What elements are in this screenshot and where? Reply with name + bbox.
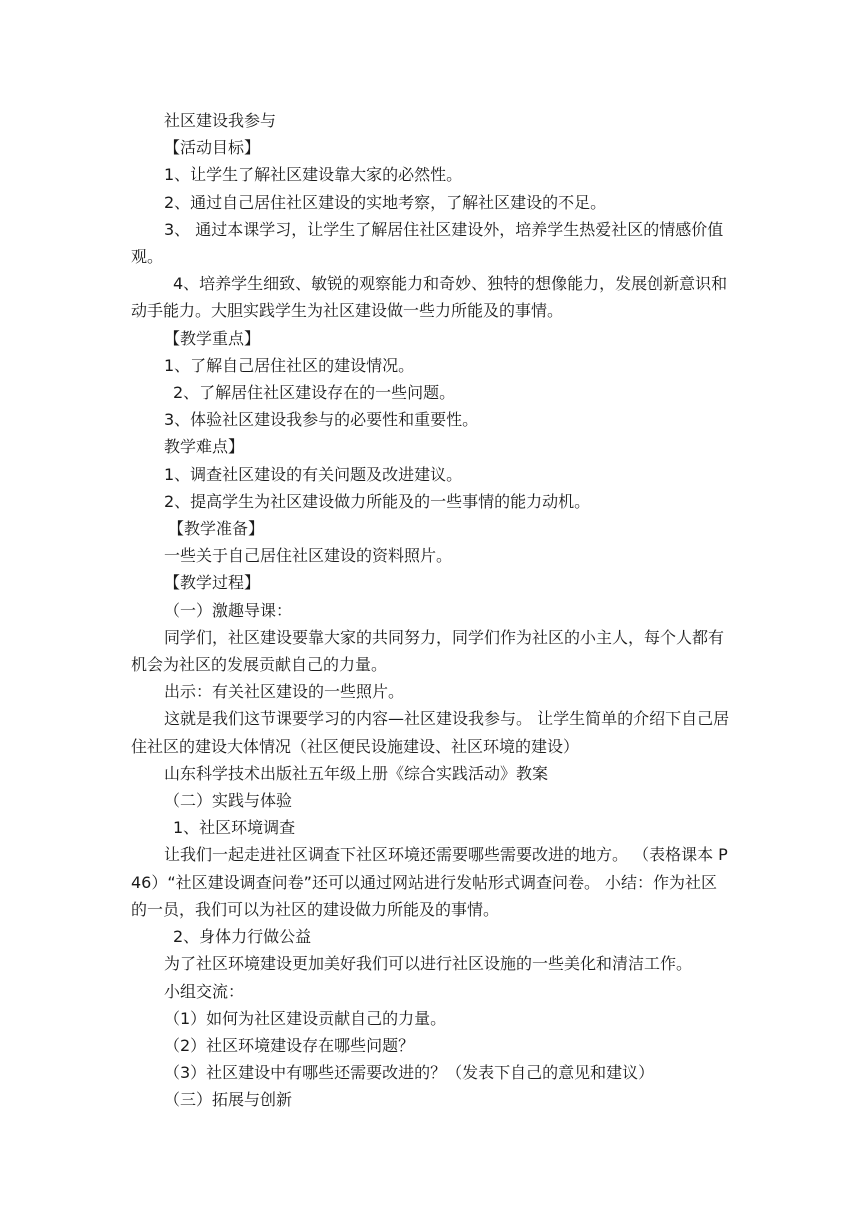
- process-heading: 【教学过程】: [164, 573, 261, 593]
- lesson-title: 社区建设我参与: [164, 111, 277, 130]
- key-point-item: 2、了解居住社区建设存在的一些问题。: [173, 383, 456, 403]
- key-point-item: 3、体验社区建设我参与的必要性和重要性。: [164, 410, 479, 430]
- difficulties-heading: 教学难点】: [164, 437, 245, 457]
- document-body: [131, 107, 731, 1114]
- subsection-paragraph: 为了社区环境建设更加美好我们可以进行社区设施的一些美化和清洁工作。: [164, 954, 693, 974]
- section1-paragraph: 出示：有关社区建设的一些照片。: [164, 682, 405, 702]
- objective-item: 4、培养学生细致、敏锐的观察能力和奇妙、独特的想像能力，发展创新意识和动手能力。大胆实践学生为社区建设做一些力所能及的事情。: [131, 274, 728, 321]
- section1-heading: （一）激趣导课：: [164, 600, 293, 620]
- subsection-heading: 1、社区环境调查: [173, 818, 296, 838]
- publisher-line: 山东科学技术出版社五年级上册《综合实践活动》教案: [164, 763, 549, 783]
- subsection-heading: 2、身体力行做公益: [173, 927, 312, 947]
- preparation-text: 一些关于自己居住社区建设的资料照片。: [164, 546, 453, 566]
- section1-paragraph: 这就是我们这节课要学习的内容—社区建设我参与。 让学生简单的介绍下自己居住社区的建设大体情况（社区便民设施建设、社区环境的建设）: [131, 709, 730, 756]
- preparation-heading: 【教学准备】: [168, 519, 265, 539]
- section2-heading: （二）实践与体验: [164, 791, 293, 811]
- group-item: （1）如何为社区建设贡献自己的力量。: [164, 1008, 447, 1028]
- objective-item: 1、让学生了解社区建设靠大家的必然性。: [164, 165, 463, 185]
- subsection-paragraph: 让我们一起走进社区调查下社区环境还需要哪些需要改进的地方。 （表格课本 P46）“社区建设调查问卷”还可以通过网站进行发帖形式调查问卷。 小结：作为社区的一员，我们可以为社区的建设做力所能及的事情。: [131, 845, 728, 919]
- objective-item: 3、 通过本课学习，让学生了解居住社区建设外，培养学生热爱社区的情感价值观。: [131, 219, 724, 267]
- objective-item: 2、通过自己居住社区建设的实地考察，了解社区建设的不足。: [164, 192, 607, 212]
- objectives-heading: 【活动目标】: [164, 138, 261, 158]
- section3-heading: （三）拓展与创新: [164, 1090, 293, 1110]
- group-item: （2）社区环境建设存在哪些问题？: [164, 1035, 415, 1055]
- difficulty-item: 1、调查社区建设的有关问题及改进建议。: [164, 464, 463, 484]
- key-point-item: 1、了解自己居住社区的建设情况。: [164, 355, 415, 375]
- key-points-heading: 【教学重点】: [164, 328, 261, 348]
- group-heading: 小组交流：: [164, 981, 245, 1001]
- group-item: （3）社区建设中有哪些还需要改进的？（发表下自己的意见和建议）: [164, 1063, 655, 1083]
- difficulty-item: 2、提高学生为社区建设做力所能及的一些事情的能力动机。: [164, 491, 591, 511]
- section1-paragraph: 同学们，社区建设要靠大家的共同努力，同学们作为社区的小主人，每个人都有机会为社区的发展贡献自己的力量。: [131, 627, 725, 675]
